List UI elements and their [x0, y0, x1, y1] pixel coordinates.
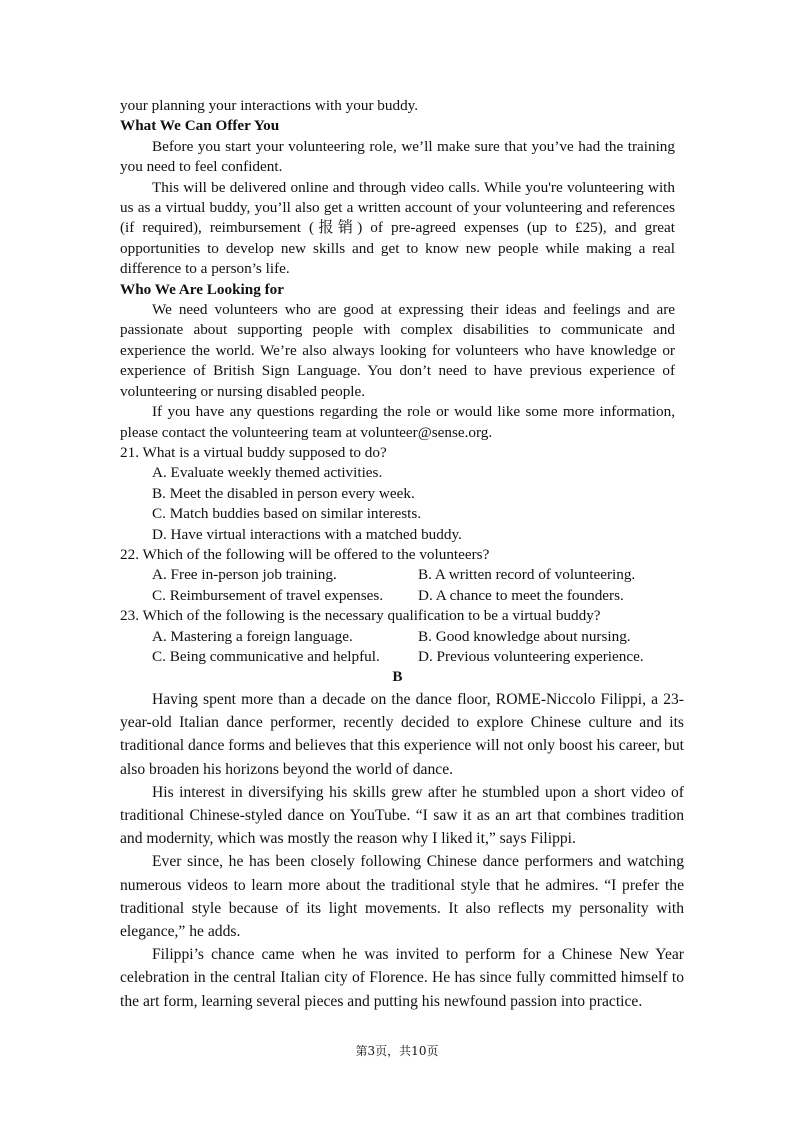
option: D. Have virtual interactions with a matched buddy. — [152, 525, 462, 543]
option: B. Good knowledge about nursing. — [418, 627, 631, 645]
option: C. Being communicative and helpful. — [152, 648, 380, 666]
question-stem: 21. What is a virtual buddy supposed to do? — [120, 444, 387, 461]
looking-paragraph-1: We need volunteers who are good at expressing their ideas and feelings and are passionate about supporting people with complex disabilities to communicate and experience the world. We’re also always looking for volunteers who have knowledge or experience of British Sign Language. You don’t need to have previous experience of volunteering or nursing disabled people. — [120, 301, 675, 400]
option: B. A written record of volunteering. — [418, 566, 636, 584]
section-b-label: B — [392, 668, 403, 686]
section-b — [120, 688, 684, 1013]
option: A. Free in-person job training. — [152, 566, 337, 584]
option: A. Evaluate weekly themed activities. — [152, 464, 383, 482]
option: D. A chance to meet the founders. — [418, 586, 624, 604]
option: C. Reimbursement of travel expenses. — [152, 586, 384, 604]
passage-paragraph: Ever since, he has been closely following Chinese dance performers and watching numerous videos to learn more about the traditional style that he admires. “I prefer the traditional style because of its light movements. It also reflects my personality with elegance,” he adds. — [120, 853, 684, 941]
continued-line: your planning your interactions with your buddy. — [120, 97, 419, 114]
looking-paragraph-2: If you have any questions regarding the role or would like some more information, please contact the volunteering team at volunteer@sense.org. — [120, 403, 675, 441]
page-number-footer: 第3页，共10页 — [355, 1044, 439, 1058]
option-row — [120, 627, 675, 647]
offer-paragraph-1: Before you start your volunteering role, we’ll make sure that you’ve had the training you need to feel confident. — [120, 137, 675, 176]
offer-heading: What We Can Offer You — [120, 117, 280, 135]
section-a — [120, 96, 675, 443]
option: A. Mastering a foreign language. — [152, 627, 353, 645]
option: D. Previous volunteering experience. — [418, 648, 644, 666]
option-row — [120, 586, 675, 606]
question-stem: 23. Which of the following is the necessary qualification to be a virtual buddy? — [120, 607, 601, 625]
option-row — [120, 647, 675, 667]
question-stem: 22. Which of the following will be offered to the volunteers? — [120, 546, 490, 564]
option: C. Match buddies based on similar interests. — [152, 505, 422, 523]
option: B. Meet the disabled in person every week. — [152, 484, 415, 502]
passage-paragraph: Having spent more than a decade on the dance floor, ROME-Niccolo Filippi, a 23-year-old Italian dance performer, recently decided to explore Chinese culture and its traditional dance forms and believes that this experience will not only boost his career, but also broaden his horizons beyond the world of dance. — [120, 691, 684, 778]
offer-paragraph-2: This will be delivered online and through video calls. While you're volunteering with us as a virtual buddy, you’ll also get a written account of your volunteering and references (if required), reimbursement (报销) of pre-agreed expenses (up to £25), and great opportunities to develop new skills and get to know new people while making a real difference to a person’s life. — [120, 178, 675, 278]
looking-heading: Who We Are Looking for — [120, 280, 284, 298]
passage-paragraph: Filippi’s chance came when he was invited to perform for a Chinese New Year celebration in the central Italian city of Florence. He has since fully committed himself to the art form, learning several pieces and putting his newfound passion into practice. — [120, 946, 684, 1010]
option-row — [120, 565, 675, 585]
passage-paragraph: His interest in diversifying his skills grew after he stumbled upon a short video of traditional Chinese-styled dance on YouTube. “I saw it as an art that combines tradition and modernity, which was mostly the reason why I liked it,” says Filippi. — [120, 783, 684, 848]
questions — [120, 443, 675, 688]
